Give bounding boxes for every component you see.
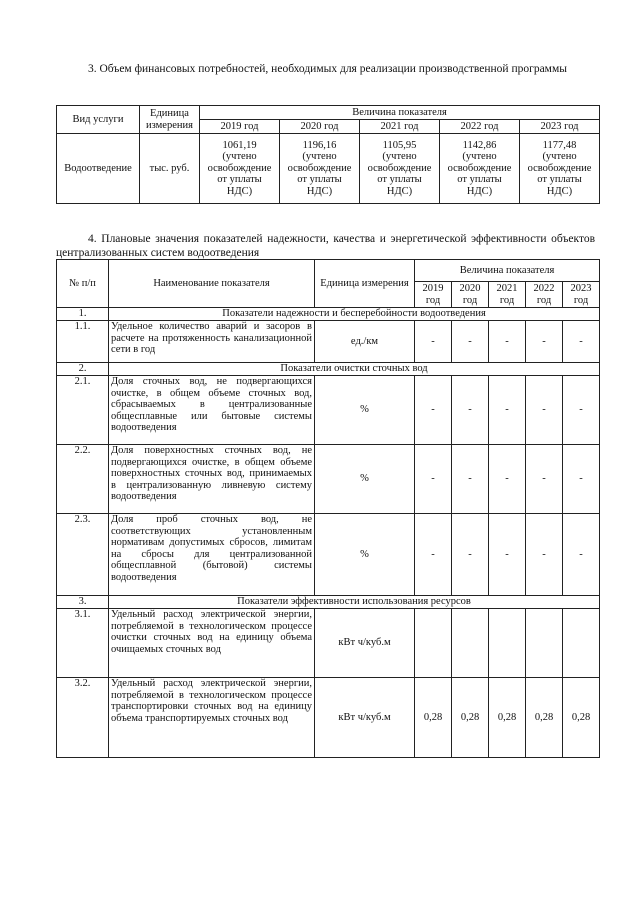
row-value: 0,28 xyxy=(489,678,526,758)
group-num: 2. xyxy=(57,363,109,376)
row-num: 2.1. xyxy=(57,376,109,445)
year-header: 2021 год xyxy=(489,282,526,308)
row-value xyxy=(489,609,526,678)
row-value: - xyxy=(489,514,526,596)
row-num: 1.1. xyxy=(57,321,109,363)
col-num-header: № п/п xyxy=(57,260,109,308)
indicators-table xyxy=(56,259,600,758)
row-value: - xyxy=(526,321,563,363)
group-num: 3. xyxy=(57,596,109,609)
row-value: - xyxy=(415,376,452,445)
row-value: 0,28 xyxy=(563,678,600,758)
row-name: Доля проб сточных вод, не соответствующих установленным нормативам допустимых сбросов, лимитам на сбросы для централизованной общесплавной (бытовой) системы водоотведения xyxy=(109,514,315,596)
col-name-header: Наименование показателя xyxy=(109,260,315,308)
col-service-header: Вид услуги xyxy=(57,106,140,134)
year-header: 2019 год xyxy=(200,120,280,134)
row-value xyxy=(415,609,452,678)
row-value: - xyxy=(415,445,452,514)
table-row xyxy=(57,678,600,758)
year-header: 2020 год xyxy=(280,120,360,134)
row-value: - xyxy=(563,321,600,363)
row-unit: % xyxy=(315,514,415,596)
col-unit-header: Единица измерения xyxy=(140,106,200,134)
section-3-title: 3. Объем финансовых потребностей, необходимых для реализации производственной программы xyxy=(88,63,567,75)
row-value: 0,28 xyxy=(415,678,452,758)
row-name: Удельный расход электрической энергии, потребляемой в технологическом процессе транспортировки сточных вод на единицу объема транспортируемых сточных вод xyxy=(109,678,315,758)
row-name: Доля поверхностных сточных вод, не подвергающихся очистке, в общем объеме поверхностных сточных вод, принимаемых в централизованную ливневую систему водоотведения xyxy=(109,445,315,514)
year-header: 2021 год xyxy=(360,120,440,134)
table-row xyxy=(57,609,600,678)
row-value: - xyxy=(526,514,563,596)
row-num: 2.2. xyxy=(57,445,109,514)
row-unit: ед./км xyxy=(315,321,415,363)
col-value-header: Величина показателя xyxy=(415,260,600,282)
row-value: 0,28 xyxy=(452,678,489,758)
row-num: 3.1. xyxy=(57,609,109,678)
row-value: - xyxy=(452,376,489,445)
row-value: - xyxy=(452,514,489,596)
row-value: - xyxy=(452,321,489,363)
row-value: - xyxy=(415,321,452,363)
group-row xyxy=(57,363,600,376)
unit-cell: тыс. руб. xyxy=(140,134,200,204)
group-title: Показатели очистки сточных вод xyxy=(109,363,600,376)
row-value xyxy=(452,609,489,678)
group-row xyxy=(57,308,600,321)
value-cell: 1105,95 (учтено освобождение от уплаты НДС) xyxy=(360,134,440,204)
section-4-title: 4. Плановые значения показателей надежности, качества и энергетической эффективности объектов централизованных систем водоотведения xyxy=(56,233,595,259)
year-header: 2022 год xyxy=(526,282,563,308)
col-unit-header: Единица измерения xyxy=(315,260,415,308)
year-header: 2022 год xyxy=(440,120,520,134)
row-value: - xyxy=(415,514,452,596)
value-cell: 1142,86 (учтено освобождение от уплаты НДС) xyxy=(440,134,520,204)
row-value: - xyxy=(563,376,600,445)
row-value: - xyxy=(489,445,526,514)
table-row xyxy=(57,445,600,514)
group-title: Показатели эффективности использования ресурсов xyxy=(109,596,600,609)
table-row xyxy=(57,134,600,204)
year-header: 2023 год xyxy=(520,120,600,134)
service-cell: Водоотведение xyxy=(57,134,140,204)
row-unit: кВт ч/куб.м xyxy=(315,609,415,678)
row-value: - xyxy=(526,445,563,514)
financial-needs-table xyxy=(56,105,600,204)
year-header: 2020 год xyxy=(452,282,489,308)
row-value xyxy=(526,609,563,678)
value-cell: 1177,48 (учтено освобождение от уплаты НДС) xyxy=(520,134,600,204)
value-cell: 1196,16 (учтено освобождение от уплаты НДС) xyxy=(280,134,360,204)
row-value: - xyxy=(489,376,526,445)
row-unit: кВт ч/куб.м xyxy=(315,678,415,758)
row-value: 0,28 xyxy=(526,678,563,758)
group-row xyxy=(57,596,600,609)
table-row xyxy=(57,376,600,445)
table-row xyxy=(57,514,600,596)
group-num: 1. xyxy=(57,308,109,321)
row-num: 2.3. xyxy=(57,514,109,596)
row-name: Удельный расход электрической энергии, потребляемой в технологическом процессе очистки сточных вод на единицу объема очищаемых сточных вод xyxy=(109,609,315,678)
row-name: Удельное количество аварий и засоров в расчете на протяженность канализационной сети в год xyxy=(109,321,315,363)
row-num: 3.2. xyxy=(57,678,109,758)
group-title: Показатели надежности и бесперебойности водоотведения xyxy=(109,308,600,321)
col-value-header: Величина показателя xyxy=(200,106,600,120)
value-cell: 1061,19 (учтено освобождение от уплаты НДС) xyxy=(200,134,280,204)
row-name: Доля сточных вод, не подвергающихся очистке, в общем объеме сточных вод, сбрасываемых в централизованные общесплавные или бытовые системы водоотведения xyxy=(109,376,315,445)
table-row xyxy=(57,321,600,363)
row-value: - xyxy=(452,445,489,514)
row-value: - xyxy=(563,514,600,596)
row-value: - xyxy=(489,321,526,363)
row-value xyxy=(563,609,600,678)
row-unit: % xyxy=(315,445,415,514)
row-value: - xyxy=(563,445,600,514)
year-header: 2023 год xyxy=(563,282,600,308)
row-value: - xyxy=(526,376,563,445)
year-header: 2019 год xyxy=(415,282,452,308)
row-unit: % xyxy=(315,376,415,445)
